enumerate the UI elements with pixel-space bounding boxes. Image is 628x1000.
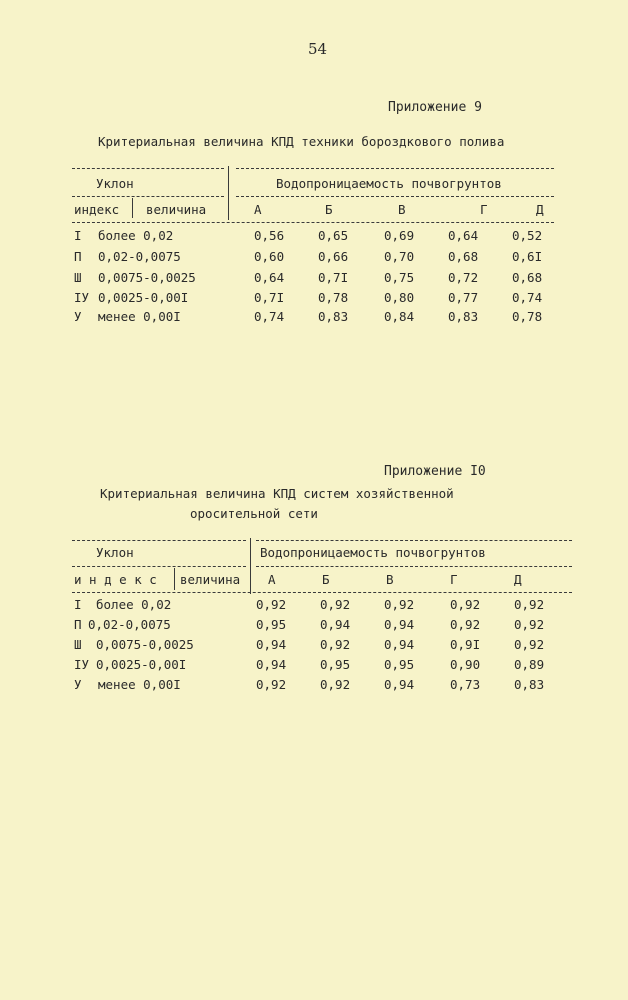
row-index: У [74,309,82,324]
cell-a: 0,92 [256,597,287,612]
table-rule [256,566,572,567]
header-index: и н д е к с [74,572,157,587]
header-value: величина [146,202,207,217]
header-slope: Уклон [96,545,134,560]
cell-v: 0,94 [384,637,415,652]
cell-v: 0,94 [384,617,415,632]
header-value: величина [180,572,241,587]
cell-d: 0,92 [514,637,545,652]
header-slope: Уклон [96,176,134,191]
cell-g: 0,83 [448,309,479,324]
cell-g: 0,92 [450,617,481,632]
table-rule [72,168,224,169]
cell-v: 0,92 [384,597,415,612]
table-row [0,617,628,637]
header-divider [174,568,175,590]
cell-d: 0,78 [512,309,543,324]
cell-d: 0,92 [514,597,545,612]
cell-g: 0,73 [450,677,481,692]
cell-g: 0,64 [448,228,479,243]
cell-d: 0,89 [514,657,545,672]
table-rule [236,196,554,197]
row-slope: менее 0,00I [98,677,181,692]
row-slope: 0,0025-0,00I [96,657,187,672]
cell-g: 0,90 [450,657,481,672]
row-slope: 0,0075-0,0025 [96,637,194,652]
row-slope: менее 0,00I [98,309,181,324]
cell-a: 0,94 [256,657,287,672]
page-number: 54 [308,40,328,58]
table-divider [250,538,251,594]
header-col-g: Г [480,202,488,217]
header-col-d: Д [514,572,522,587]
cell-a: 0,74 [254,309,285,324]
header-permeability: Водопроницаемость почвогрунтов [260,545,486,560]
appendix-9-label: Приложение 9 [388,100,482,115]
table-row [0,637,628,657]
cell-a: 0,95 [256,617,287,632]
table-row [0,228,628,248]
cell-g: 0,72 [448,270,479,285]
cell-d: 0,92 [514,617,545,632]
table-rule [72,566,246,567]
table-row [0,657,628,677]
cell-v: 0,80 [384,290,415,305]
cell-v: 0,75 [384,270,415,285]
table-row [0,677,628,697]
cell-v: 0,95 [384,657,415,672]
cell-v: 0,94 [384,677,415,692]
table-rule [72,592,572,593]
cell-b: 0,66 [318,249,349,264]
appendix-10-label: Приложение I0 [384,464,486,479]
table-row [0,270,628,290]
row-index: Ш [74,637,82,652]
header-permeability: Водопроницаемость почвогрунтов [276,176,502,191]
cell-b: 0,83 [318,309,349,324]
cell-a: 0,56 [254,228,285,243]
header-col-g: Г [450,572,458,587]
row-index: П [74,249,82,264]
table-divider [228,166,229,220]
table-rule [72,196,224,197]
row-index: IУ [74,290,90,305]
cell-b: 0,7I [318,270,349,285]
table-rule [72,540,246,541]
cell-b: 0,78 [318,290,349,305]
cell-a: 0,92 [256,677,287,692]
cell-g: 0,77 [448,290,479,305]
cell-b: 0,92 [320,597,351,612]
appendix-10-title-line1: Критериальная величина КПД систем хозяйственной [100,486,454,501]
header-col-v: В [386,572,394,587]
row-index: Ш [74,270,82,285]
cell-b: 0,92 [320,677,351,692]
row-slope: 0,02-0,0075 [88,617,171,632]
cell-v: 0,70 [384,249,415,264]
table-rule [256,540,572,541]
table-row [0,249,628,269]
header-col-d: Д [536,202,544,217]
row-index: I [74,228,82,243]
cell-v: 0,84 [384,309,415,324]
cell-a: 0,60 [254,249,285,264]
row-slope: 0,0075-0,0025 [98,270,196,285]
table-rule [236,168,554,169]
cell-b: 0,65 [318,228,349,243]
cell-a: 0,7I [254,290,285,305]
header-index: индекс [74,202,120,217]
row-index: У [74,677,82,692]
table-row [0,597,628,617]
row-slope: 0,02-0,0075 [98,249,181,264]
cell-d: 0,68 [512,270,543,285]
cell-d: 0,83 [514,677,545,692]
cell-g: 0,9I [450,637,481,652]
cell-b: 0,92 [320,637,351,652]
header-divider [132,198,133,218]
cell-g: 0,68 [448,249,479,264]
cell-g: 0,92 [450,597,481,612]
cell-d: 0,6I [512,249,543,264]
row-slope: более 0,02 [98,228,174,243]
table-rule [72,222,554,223]
header-col-a: А [254,202,262,217]
header-col-v: В [398,202,406,217]
row-slope: 0,0025-0,00I [98,290,189,305]
cell-b: 0,94 [320,617,351,632]
cell-b: 0,95 [320,657,351,672]
row-index: П [74,617,82,632]
appendix-9-title: Критериальная величина КПД техники бороздкового полива [98,134,505,149]
table-row [0,290,628,310]
row-slope: более 0,02 [96,597,172,612]
cell-a: 0,64 [254,270,285,285]
cell-d: 0,52 [512,228,543,243]
cell-d: 0,74 [512,290,543,305]
row-index: I [74,597,82,612]
appendix-10-title-line2: оросительной сети [190,506,318,521]
header-col-b: Б [322,572,330,587]
table-row [0,309,628,329]
cell-v: 0,69 [384,228,415,243]
header-col-a: А [268,572,276,587]
row-index: IУ [74,657,90,672]
header-col-b: Б [325,202,333,217]
cell-a: 0,94 [256,637,287,652]
